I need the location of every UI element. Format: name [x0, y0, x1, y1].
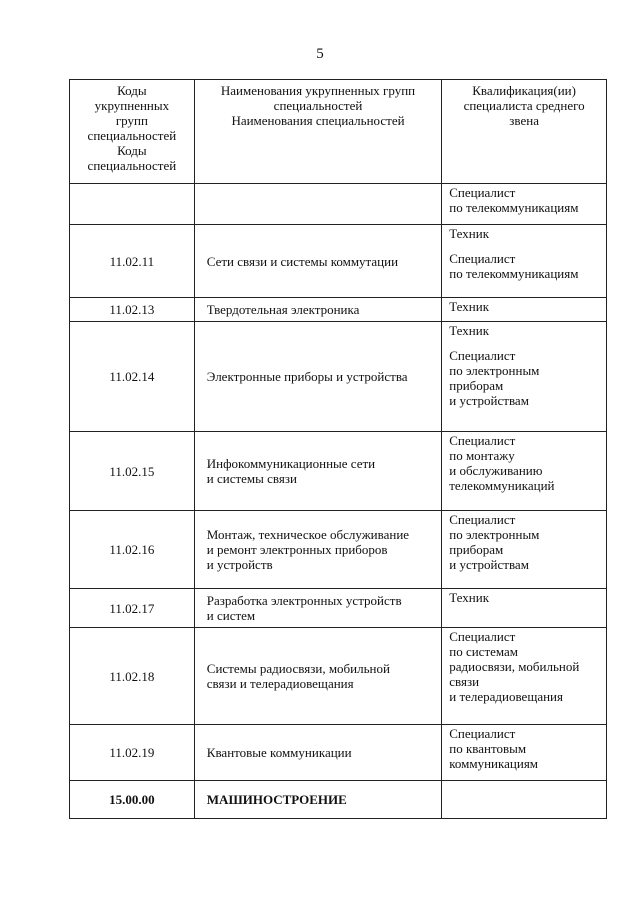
qualification-line: Специалист — [449, 251, 516, 266]
qualification-group — [449, 348, 604, 408]
specialty-name — [194, 589, 441, 628]
qualification-line: связи — [449, 674, 480, 689]
specialty-name — [194, 511, 441, 589]
qualification-line: приборам — [449, 542, 504, 557]
qualification-line: Специалист — [449, 348, 516, 363]
qualification-line: Техник — [449, 323, 490, 338]
header-line: групп — [115, 113, 148, 128]
qualification-group — [449, 251, 604, 281]
header-line: специальностей — [273, 98, 363, 113]
header-line: Коды — [117, 143, 147, 158]
specialty-code: 11.02.17 — [70, 589, 195, 628]
table-row — [70, 628, 607, 725]
table-header-row — [70, 80, 607, 184]
header-line: Коды — [117, 83, 147, 98]
qualification-line: Специалист — [449, 433, 516, 448]
qualification-group — [449, 433, 604, 493]
specialty-name: Квантовые коммуникации — [194, 725, 441, 781]
qualification-cell — [442, 298, 607, 322]
specialty-name-line: и системы связи — [206, 471, 297, 486]
section-row — [70, 781, 607, 819]
specialty-code: 11.02.19 — [70, 725, 195, 781]
table-row — [70, 298, 607, 322]
qualification-line: Техник — [449, 226, 490, 241]
specialty-name-line: Монтаж, техническое обслуживание — [206, 527, 410, 542]
qualification-line: по электронным — [449, 363, 540, 378]
qualification-group — [449, 629, 604, 704]
table-row — [70, 725, 607, 781]
specialty-code: 11.02.14 — [70, 322, 195, 432]
qualification-cell — [442, 184, 607, 225]
qualification-line: телекоммуникаций — [449, 478, 555, 493]
header-line: звена — [509, 113, 539, 128]
header-line: Наименования специальностей — [231, 113, 405, 128]
qualification-group — [449, 226, 604, 241]
qualification-line: по электронным — [449, 527, 540, 542]
specialty-name-line: и ремонт электронных приборов — [206, 542, 388, 557]
qualification-line: приборам — [449, 378, 504, 393]
section-name: МАШИНОСТРОЕНИЕ — [194, 781, 441, 819]
header-line: специалиста среднего — [463, 98, 585, 113]
qualification-line: Специалист — [449, 629, 516, 644]
qualification-group — [449, 590, 604, 605]
header-names — [194, 80, 441, 184]
table-row — [70, 225, 607, 298]
table-row — [70, 511, 607, 589]
qualification-line: Специалист — [449, 512, 516, 527]
header-line: Наименования укрупненных групп — [220, 83, 416, 98]
section-qualification — [442, 781, 607, 819]
qualification-group — [449, 299, 604, 314]
qualification-line: и устройствам — [449, 557, 529, 572]
header-line: укрупненных — [94, 98, 170, 113]
table-row — [70, 589, 607, 628]
qualification-cell — [442, 225, 607, 298]
specialty-code: 11.02.16 — [70, 511, 195, 589]
qualification-cell — [442, 511, 607, 589]
qualification-line: и устройствам — [449, 393, 529, 408]
qualification-line: по монтажу — [449, 448, 515, 463]
specialty-name-line: Разработка электронных устройств — [206, 593, 402, 608]
qualification-group — [449, 323, 604, 338]
qualification-line: радиосвязи, мобильной — [449, 659, 580, 674]
table-row — [70, 432, 607, 511]
qualification-line: Техник — [449, 299, 490, 314]
specialty-name-line: и устройств — [206, 557, 273, 572]
specialty-name-line: связи и телерадиовещания — [206, 676, 354, 691]
specialty-name: Сети связи и системы коммутации — [194, 225, 441, 298]
specialty-name: Твердотельная электроника — [194, 298, 441, 322]
qualification-line: по телекоммуникациям — [449, 266, 579, 281]
qualification-cell — [442, 432, 607, 511]
qualification-line: Специалист — [449, 185, 516, 200]
qualification-line: по телекоммуникациям — [449, 200, 579, 215]
specialty-name-line: Инфокоммуникационные сети — [206, 456, 376, 471]
header-codes — [70, 80, 195, 184]
qualification-line: по квантовым — [449, 741, 527, 756]
qualification-group — [449, 185, 604, 215]
qualification-line: коммуникациям — [449, 756, 539, 771]
specialty-code: 11.02.11 — [70, 225, 195, 298]
specialty-name-line: Системы радиосвязи, мобильной — [206, 661, 390, 676]
specialties-table — [69, 79, 607, 819]
qualification-line: Специалист — [449, 726, 516, 741]
specialty-code: 11.02.18 — [70, 628, 195, 725]
table-body — [70, 184, 607, 781]
header-qualifications — [442, 80, 607, 184]
header-line: Квалификация(ии) — [472, 83, 576, 98]
qualification-line: по системам — [449, 644, 519, 659]
specialty-name: Электронные приборы и устройства — [194, 322, 441, 432]
qualification-cell — [442, 322, 607, 432]
specialty-code: 11.02.15 — [70, 432, 195, 511]
qualification-line: Техник — [449, 590, 490, 605]
qualification-line: и обслуживанию — [449, 463, 543, 478]
header-line: специальностей — [87, 128, 177, 143]
page-number: 5 — [316, 46, 324, 62]
specialty-name-line: и систем — [206, 608, 256, 623]
qualification-group — [449, 726, 604, 771]
specialty-name — [194, 432, 441, 511]
qualification-cell — [442, 725, 607, 781]
qualification-line: и телерадиовещания — [449, 689, 563, 704]
table-row — [70, 322, 607, 432]
section-code: 15.00.00 — [70, 781, 195, 819]
qualification-cell — [442, 628, 607, 725]
specialty-name — [194, 184, 441, 225]
specialty-code: 11.02.13 — [70, 298, 195, 322]
specialty-code — [70, 184, 195, 225]
header-line: специальностей — [87, 158, 177, 173]
table-row — [70, 184, 607, 225]
qualification-cell — [442, 589, 607, 628]
qualification-group — [449, 512, 604, 572]
specialty-name — [194, 628, 441, 725]
